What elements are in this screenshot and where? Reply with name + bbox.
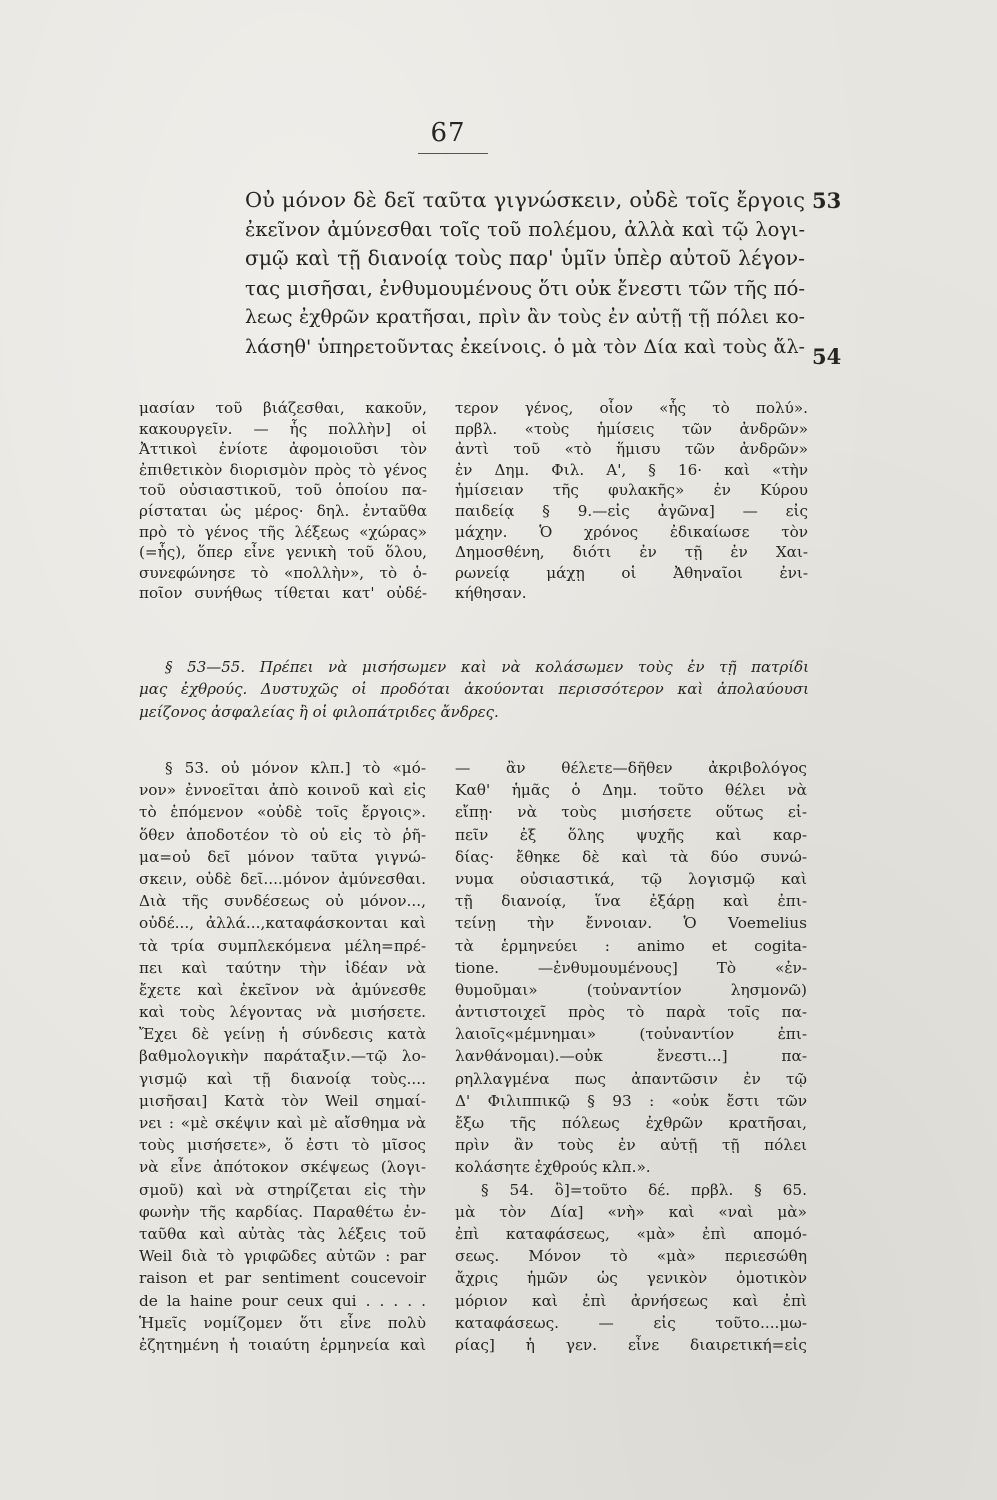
- note-line: πεῖν ἐξ ὅλης ψυχῆς καὶ καρ-: [455, 825, 807, 844]
- section-heading-line: § 53—55. Πρέπει νὰ μισήσωμεν καὶ νὰ κολάσωμεν τοὺς ἐν τῇ πατρίδι: [165, 658, 809, 676]
- note-line: κολάσητε ἐχθρούς κλπ.».: [455, 1158, 651, 1177]
- note-line: ρίας] ἡ γεν. εἶνε διαιρετική=εἰς: [455, 1335, 807, 1354]
- note-line: λανθάνομαι).—οὐκ ἔνεστι...] πα-: [455, 1047, 807, 1066]
- note-line: πρὶν ἂν τοὺς ἐν αὐτῇ τῇ πόλει: [455, 1136, 807, 1155]
- main-greek-text: [245, 186, 805, 361]
- note-line: ἐζητημένη ἡ τοιαύτη ἑρμηνεία καὶ: [139, 1335, 426, 1354]
- margin-section-number: 54: [812, 344, 842, 369]
- note-line: μασίαν τοῦ βιάζεσθαι, κακοῦν,: [139, 399, 427, 417]
- note-line: πει καὶ ταύτην τὴν ἰδέαν νὰ: [139, 958, 426, 977]
- note-line: οὐδέ..., ἀλλά...,καταφάσκονται καὶ: [139, 914, 426, 933]
- main-text-line: λάσηθ' ὑπηρετοῦντας ἐκείνοις. ὁ μὰ τὸν Δία καὶ τοὺς ἄλ-: [245, 334, 805, 358]
- note-line: τῇ διανοίᾳ, ἵνα ἐξάρῃ καὶ ἐπι-: [455, 892, 807, 911]
- note-line: νον» ἐννοεῖται ἀπὸ κοινοῦ καὶ εἰς: [139, 781, 426, 800]
- note-line: κήθησαν.: [455, 584, 527, 603]
- note-line: σεως. Μόνον τὸ «μὰ» περιεσώθη: [455, 1247, 807, 1266]
- note-line: ἀντιστοιχεῖ πρὸς τὸ παρὰ τοῖς πα-: [455, 1003, 807, 1022]
- section-heading-line: μας ἐχθρούς. Δυστυχῶς οἱ προδόται ἀκούονται περισσότερον καὶ ἀπολαύουσι: [139, 680, 809, 699]
- note-line: σκειν, οὐδὲ δεῖ....μόνον ἀμύνεσθαι.: [139, 869, 426, 888]
- notes-top-left-column: [139, 398, 427, 604]
- note-line: τὰ τρία συμπλεκόμενα μέλη=πρέ-: [139, 936, 426, 955]
- note-line: τὸ ἑπόμενον «οὐδὲ τοῖς ἔργοις».: [139, 803, 426, 822]
- note-line: ρίσταται ὡς μέρος· δηλ. ἐνταῦθα: [139, 501, 427, 520]
- note-line: Δημοσθένη, διότι ἐν τῇ ἐν Χαι-: [455, 543, 808, 562]
- note-line: ταῦθα καὶ αὐτὰς τὰς λέξεις τοῦ: [139, 1224, 426, 1243]
- note-line: ἔξω τῆς πόλεως ἐχθρῶν κρατῆσαι,: [455, 1114, 807, 1132]
- main-text-line: Οὐ μόνον δὲ δεῖ ταῦτα γιγνώσκειν, οὐδὲ τοῖς ἔργοις: [245, 188, 805, 212]
- note-line: raison et par sentiment coucevoir: [139, 1269, 426, 1288]
- note-line: ὅθεν ἀποδοτέον τὸ οὐ εἰς τὸ ῥῆ-: [139, 825, 426, 844]
- note-line: κακουργεῖν. — ἧς πολλὴν] οἱ: [139, 419, 427, 438]
- note-line: νει : «μὲ σκέψιν καὶ μὲ αἴσθημα νὰ: [139, 1114, 426, 1132]
- note-line: Ἀττικοὶ ἐνίοτε ἀφομοιοῦσι τὸν: [139, 440, 427, 459]
- note-line: γισμῷ καὶ τῇ διανοίᾳ τοὺς....: [139, 1069, 426, 1088]
- note-line: Δ' Φιλιππικῷ § 93 : «οὐκ ἔστι τῶν: [455, 1091, 807, 1110]
- main-text-line: σμῷ καὶ τῇ διανοίᾳ τοὺς παρ' ὑμῖν ὑπὲρ αὐτοῦ λέγον-: [245, 246, 805, 271]
- note-line: (=ἧς), ὅπερ εἶνε γενικὴ τοῦ ὅλου,: [139, 543, 427, 562]
- section-summary-heading: [139, 656, 809, 723]
- note-line: τερον γένος, οἷον «ἧς τὸ πολύ».: [455, 399, 808, 417]
- note-line: μάχην. Ὁ χρόνος ἐδικαίωσε τὸν: [455, 522, 808, 541]
- note-line: λαιοῖς«μέμνημαι» (τοὐναντίον ἐπι-: [455, 1025, 807, 1044]
- note-line: ποῖον συνήθως τίθεται κατ' οὐδέ-: [139, 584, 427, 603]
- note-line: ἔχετε καὶ ἐκεῖνον νὰ ἀμύνεσθε: [139, 980, 426, 999]
- page-number-rule: [418, 153, 488, 154]
- note-line: ἡμίσειαν τῆς φυλακῆς» ἐν Κύρου: [455, 481, 808, 500]
- note-line: Weil διὰ τὸ γριφῶδες αὐτῶν : par: [139, 1247, 426, 1266]
- note-line: ἐπιθετικὸν διορισμὸν πρὸς τὸ γένος: [139, 460, 427, 479]
- note-line: § 54. ὃ]=τοῦτο δέ. πρβλ. § 65.: [481, 1180, 807, 1199]
- note-line: καταφάσεως. — εἰς τοῦτο....μω-: [455, 1313, 807, 1332]
- note-line: φωνὴν τῆς καρδίας. Παραθέτω ἐν-: [139, 1202, 426, 1221]
- note-line: μα=οὐ δεῖ μόνον ταῦτα γιγνώ-: [139, 847, 426, 866]
- notes-bottom-right-column: [455, 757, 807, 1356]
- margin-section-number: 53: [812, 188, 842, 213]
- note-line: μὰ τὸν Δία] «νὴ» καὶ «ναὶ μὰ»: [455, 1202, 807, 1221]
- note-line: — ἂν θέλετε—δῆθεν ἀκριβολόγος: [455, 759, 807, 777]
- note-line: καὶ τοὺς λέγοντας νὰ μισήσετε.: [139, 1003, 426, 1022]
- note-line: πρβλ. «τοὺς ἡμίσεις τῶν ἀνδρῶν»: [455, 419, 808, 438]
- section-heading-line: μείζονος ἀσφαλείας ἢ οἱ φιλοπάτριδες ἄνδρες.: [139, 702, 499, 721]
- note-line: τοῦ οὐσιαστικοῦ, τοῦ ὁποίου πα-: [139, 481, 427, 500]
- note-line: de la haine pour ceux qui . . . . .: [139, 1291, 426, 1310]
- note-line: βαθμολογικὴν παράταξιν.—τῷ λο-: [139, 1047, 426, 1066]
- note-line: εἴπῃ· νὰ τοὺς μισήσετε οὕτως εἰ-: [455, 803, 807, 822]
- note-line: Διὰ τῆς συνδέσεως οὐ μόνον...,: [139, 892, 426, 911]
- main-text-line: ἐκεῖνον ἀμύνεσθαι τοῖς τοῦ πολέμου, ἀλλὰ καὶ τῷ λογι-: [245, 218, 805, 242]
- note-line: νυμα οὐσιαστικά, τῷ λογισμῷ καὶ: [455, 869, 807, 888]
- note-line: Ἔχει δὲ γείνῃ ἡ σύνδεσις κατὰ: [139, 1025, 426, 1044]
- note-line: τὰ ἑρμηνεύει : animo et cogita-: [455, 936, 807, 955]
- note-line: ἐν Δημ. Φιλ. Α', § 16· καὶ «τὴν: [455, 460, 808, 479]
- note-line: συνεφώνησε τὸ «πολλὴν», τὸ ὁ-: [139, 563, 427, 582]
- note-line: μόριον καὶ ἐπὶ ἀρνήσεως καὶ ἐπὶ: [455, 1291, 807, 1310]
- note-line: ἐπὶ καταφάσεως, «μὰ» ἐπὶ απομό-: [455, 1224, 807, 1243]
- note-line: ρωνείᾳ μάχῃ οἱ Ἀθηναῖοι ἐνι-: [455, 563, 808, 582]
- notes-top-right-column: [455, 398, 808, 604]
- note-line: νὰ εἶνε ἀπότοκον σκέψεως (λογι-: [139, 1158, 426, 1177]
- note-line: τείνῃ τὴν ἔννοιαν. Ὁ Voemelius: [455, 914, 807, 933]
- note-line: ρηλλαγμένα πως ἀπαντῶσιν ἐν τῷ: [455, 1069, 807, 1088]
- page-number: 67: [430, 118, 466, 148]
- note-line: σμοῦ) καὶ νὰ στηρίζεται εἰς τὴν: [139, 1180, 426, 1199]
- notes-bottom-left-column: [139, 757, 426, 1356]
- note-line: τοὺς μισήσετε», ὅ ἐστι τὸ μῖσος: [139, 1136, 426, 1155]
- note-line: δίας· ἔθηκε δὲ καὶ τὰ δύο συνώ-: [455, 847, 807, 866]
- note-line: § 53. οὐ μόνον κλπ.] τὸ «μό-: [165, 759, 426, 777]
- note-line: πρὸ τὸ γένος τῆς λέξεως «χώρας»: [139, 522, 427, 541]
- note-line: ἄχρις ἡμῶν ὡς γενικὸν ὁμοτικὸν: [455, 1269, 807, 1288]
- note-line: Ἡμεῖς νομίζομεν ὅτι εἶνε πολὺ: [139, 1313, 426, 1332]
- note-line: tione. —ἐνθυμουμένους] Τὸ «ἐν-: [455, 958, 807, 977]
- note-line: ἀντὶ τοῦ «τὸ ἥμισυ τῶν ἀνδρῶν»: [455, 440, 808, 459]
- main-text-line: λεως ἐχθρῶν κρατῆσαι, πρὶν ἂν τοὺς ἐν αὐτῇ τῇ πόλει κο-: [245, 306, 805, 328]
- main-text-line: τας μισῆσαι, ἐνθυμουμένους ὅτι οὐκ ἔνεστι τῶν τῆς πό-: [245, 276, 805, 300]
- note-line: Καθ' ἡμᾶς ὁ Δημ. τοῦτο θέλει νὰ: [455, 781, 807, 800]
- note-line: παιδείᾳ § 9.—εἰς ἀγῶνα] — εἰς: [455, 501, 808, 520]
- note-line: μισῆσαι] Κατὰ τὸν Weil σημαί-: [139, 1091, 426, 1110]
- note-line: θυμοῦμαι» (τοὐναντίον λησμονῶ): [455, 980, 807, 999]
